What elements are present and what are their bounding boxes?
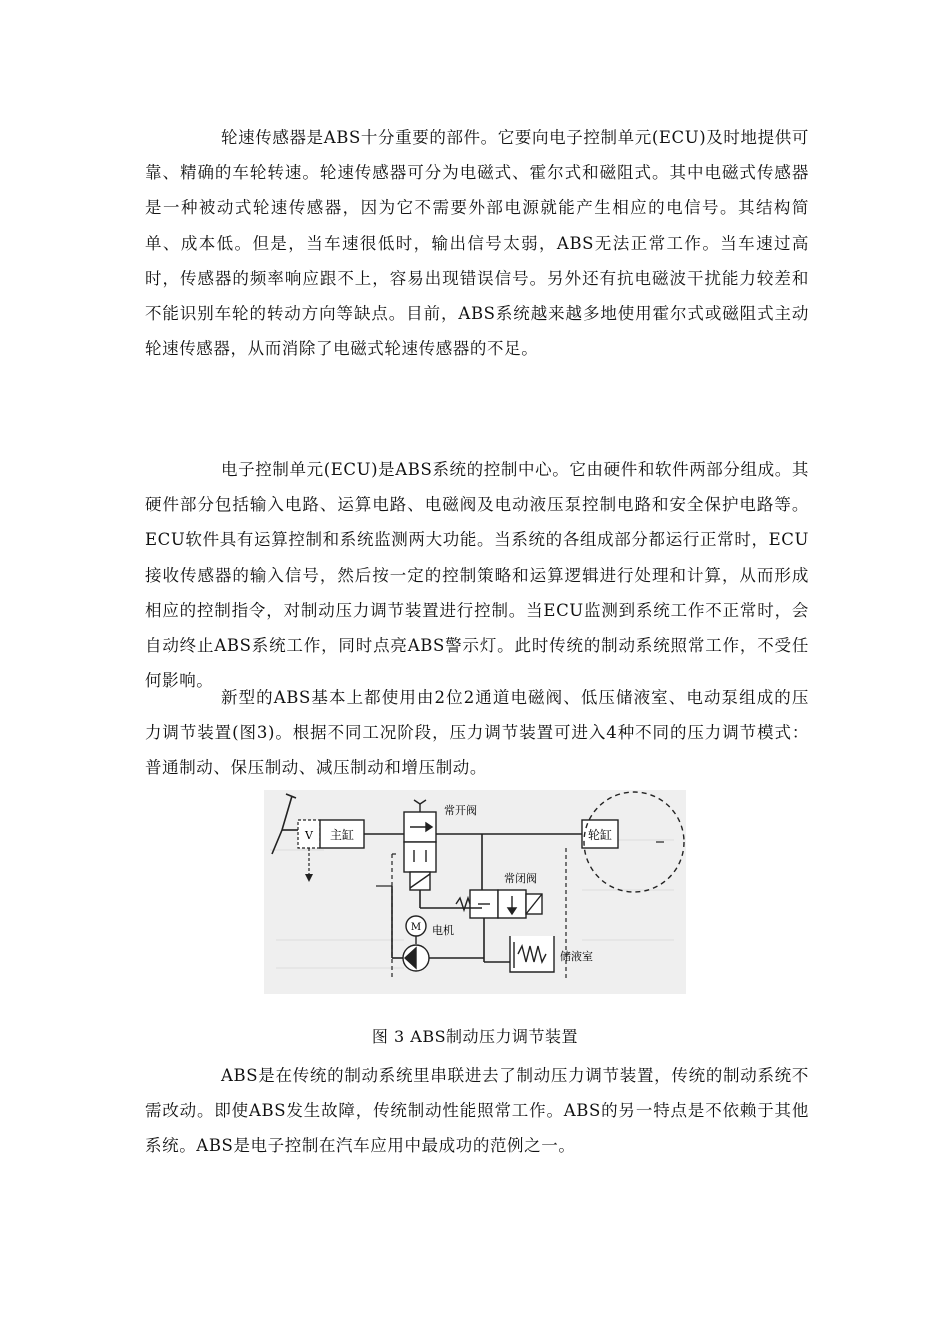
paragraph-wheel-speed-sensor: 轮速传感器是ABS十分重要的部件。它要向电子控制单元(ECU)及时地提供可靠、精确的车轮转速。轮速传感器可分为电磁式、霍尔式和磁阻式。其中电磁式传感器是一种被动式轮速传感器，因为它不需要外部电源就能产生相应的电信号。其结构简单、成本低。但是，当车速很低时，输出信号太弱，ABS无法正常工作。当车速过高时，传感器的频率响应跟不上，容易出现错误信号。另外还有抗电磁波干扰能力较差和不能识别车轮的转动方向等缺点。目前，ABS系统越来越多地使用霍尔式或磁阻式主动轮速传感器，从而消除了电磁式轮速传感器的不足。 — [145, 128, 809, 359]
paragraph-ecu: 电子控制单元(ECU)是ABS系统的控制中心。它由硬件和软件两部分组成。其硬件部分包括输入电路、运算电路、电磁阀及电动液压泵控制电路和安全保护电路等。ECU软件具有运算控制和系统监测两大功能。当系统的各组成部分都运行正常时，ECU接收传感器的输入信号，然后按一定的控制策略和运算逻辑进行处理和计算，从而形成相应的控制指令，对制动压力调节装置进行控制。当ECU监测到系统工作不正常时，会自动终止ABS系统工作，同时点亮ABS警示灯。此时传统的制动系统照常工作，不受任何影响。 — [145, 460, 809, 691]
motor-label: 电机 — [432, 924, 454, 937]
accumulator-icon — [510, 936, 554, 972]
normally-closed-valve-label: 常闭阀 — [504, 872, 537, 885]
motor-symbol-label: M — [410, 922, 422, 933]
v-label: V — [305, 829, 313, 842]
abs-pressure-modulator-figure — [264, 790, 686, 994]
paragraph-pressure-modulator: 新型的ABS基本上都使用由2位2通道电磁阀、低压储液室、电动泵组成的压力调节装置(图3)。根据不同工况阶段，压力调节装置可进入4种不同的压力调节模式：普通制动、保压制动、减压制动和增压制动。 — [145, 688, 809, 778]
accumulator-label: 储液室 — [560, 950, 593, 963]
figure-caption: 图 3 ABS制动压力调节装置 — [371, 1027, 579, 1046]
abs-schematic-diagram — [264, 790, 686, 994]
wheel-cylinder-label: 轮缸 — [587, 828, 613, 842]
master-cylinder-label: 主缸 — [329, 828, 355, 842]
normally-open-valve-label: 常开阀 — [444, 804, 477, 817]
paragraph-abs-summary: ABS是在传统的制动系统里串联进去了制动压力调节装置，传统的制动系统不需改动。即使ABS发生故障，传统制动性能照常工作。ABS的另一特点是不依赖于其他系统。ABS是电子控制在汽车应用中最成功的范例之一。 — [145, 1066, 809, 1156]
pump-icon — [403, 945, 429, 971]
